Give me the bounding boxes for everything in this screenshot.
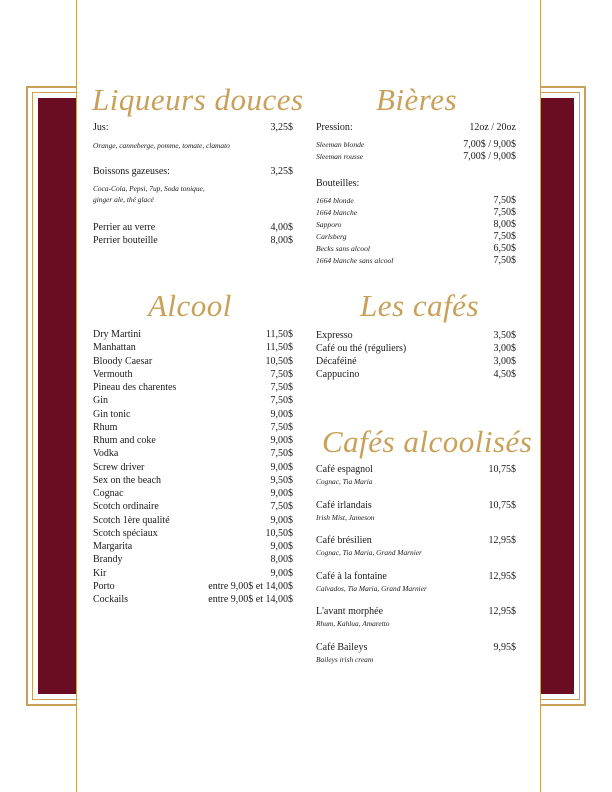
item-name: Carlsberg [316,232,347,241]
item-name: Manhattan [93,342,136,354]
pression-sizes: 12oz / 20oz [469,122,516,133]
list-item [316,195,516,207]
item-price: 4,00$ [270,222,293,233]
item-name: Décaféiné [316,356,357,367]
list-item [93,234,293,247]
item-name: Cockails [93,594,128,605]
right-frame-fill [540,98,574,694]
item-name: Porto [93,580,115,592]
list-item [93,553,293,566]
item-price: 9,00$ [270,541,293,552]
bouteilles-label: Bouteilles: [316,178,360,189]
jus-label: Jus: [93,122,109,133]
item-price: 7,50$ [270,368,293,380]
item-price: 3,00$ [493,356,516,367]
list-item [93,394,293,407]
list-item [93,381,293,394]
list-item [93,500,293,513]
liqueurs-title: Liqueurs douces [92,82,304,117]
item-name: Vermouth [93,368,133,380]
item-price: entre 9,00$ et 14,00$ [208,580,293,592]
item-price: 10,75$ [488,499,516,511]
list-item [316,534,516,547]
item-name: Brandy [93,554,123,566]
list-item [93,514,293,527]
item-name: Bloody Caesar [93,355,153,367]
list-item [316,463,516,476]
item-price: 10,50$ [265,527,293,539]
gaz-desc-1: Coca-Cola, Pepsi, 7up, Soda tonique, [93,184,205,193]
gaz-desc-2: ginger ale, thé glacé [93,195,154,204]
item-name: Perrier au verre [93,222,156,233]
item-desc: Cognac, Tia Maria, Grand Marnier [316,548,422,557]
item-name: Cappucino [316,369,360,380]
item-name: Café à la fontaine [316,570,387,582]
left-border-line [76,0,77,792]
item-price: 9,95$ [493,641,516,653]
item-price: 9,00$ [270,567,293,579]
item-name: Rhum [93,421,118,433]
item-price: 9,00$ [270,488,293,499]
item-name: Café Baileys [316,641,368,653]
list-item [93,593,293,606]
item-name: L'avant morphée [316,606,384,617]
list-item [316,231,516,243]
item-price: 7,50$ [493,207,516,218]
item-name: Rhum and coke [93,435,156,446]
list-item [93,341,293,354]
list-item [316,219,516,231]
item-desc: Cognac, Tia Maria [316,477,373,486]
list-item [93,368,293,381]
cafes-title: Les cafés [360,288,480,323]
item-price: 11,50$ [265,342,293,354]
item-name: Pineau des charentes [93,382,177,393]
item-price: 10,75$ [488,464,516,475]
list-item [316,329,516,342]
item-price: 9,00$ [270,461,293,473]
list-item [316,255,516,267]
list-item [316,355,516,368]
item-price: 8,00$ [493,219,516,230]
item-name: Kir [93,567,107,579]
list-item [93,408,293,421]
item-desc: Irish Mist, Jameson [316,512,375,522]
item-price: 9,00$ [270,408,293,420]
list-item [93,461,293,474]
item-price: 6,50$ [493,243,516,254]
item-price: 9,00$ [270,514,293,526]
item-desc: Baileys irish cream [316,654,374,664]
item-price: 9,50$ [270,474,293,486]
item-price: 7,00$ / 9,00$ [463,139,516,150]
item-name: Perrier bouteille [93,235,158,246]
item-price: 7,00$ / 9,00$ [463,151,516,162]
list-item [93,447,293,460]
gaz-price: 3,25$ [270,166,293,177]
list-item [316,243,516,255]
list-item [316,207,516,219]
item-price: 3,50$ [493,330,516,341]
jus-desc: Orange, canneberge, pomme, tomate, clamato [93,141,230,150]
list-item [93,421,293,434]
item-desc: Calvados, Tia Maria, Grand Marnier [316,583,427,593]
list-item [316,570,516,583]
item-name: Margarita [93,541,133,552]
right-border-line [540,0,541,792]
list-item [93,434,293,447]
pression-row [316,121,516,134]
jus-price: 3,25$ [270,122,293,133]
cafes-alcoolises-title: Cafés alcoolisés [322,424,533,459]
item-price: 7,50$ [493,231,516,242]
item-price: 7,50$ [270,448,293,460]
item-price: 8,00$ [270,235,293,246]
item-price: 7,50$ [493,195,516,206]
item-name: Vodka [93,448,119,460]
bieres-title: Bières [376,82,458,117]
list-item [93,355,293,368]
list-item [93,474,293,487]
item-name: Scotch spéciaux [93,527,158,539]
list-item [93,221,293,234]
item-price: 7,50$ [270,501,293,513]
item-name: Sleeman rousse [316,152,364,161]
item-price: 7,50$ [493,255,516,266]
item-name: Gin tonic [93,408,131,420]
list-item [316,342,516,355]
item-name: 1664 blanche [316,208,358,217]
pression-label: Pression: [316,122,353,133]
item-name: Café espagnol [316,464,373,475]
list-item [93,328,293,341]
item-name: Café irlandais [316,499,372,511]
item-desc: Rhum, Kahlua, Amaretto [316,619,390,628]
item-name: Sapporo [316,220,342,229]
item-price: 12,95$ [488,570,516,582]
list-item [93,540,293,553]
bouteilles-row [316,177,516,190]
gaz-row [93,165,293,178]
jus-row [93,121,293,134]
item-name: Scotch 1ère qualité [93,514,170,526]
item-name: Sex on the beach [93,474,162,486]
item-price: entre 9,00$ et 14,00$ [208,594,293,605]
item-price: 8,00$ [270,554,293,566]
item-price: 3,00$ [493,343,516,354]
item-name: Cognac [93,488,124,499]
item-price: 7,50$ [270,395,293,407]
item-price: 10,50$ [265,355,293,367]
left-frame-fill [38,98,76,694]
list-item [93,527,293,540]
item-price: 7,50$ [270,421,293,433]
list-item [316,641,516,654]
item-price: 4,50$ [493,369,516,380]
item-price: 11,50$ [265,329,293,340]
item-name: Gin [93,395,108,407]
item-name: Screw driver [93,461,145,473]
item-price: 9,00$ [270,435,293,446]
list-item [93,567,293,580]
alcool-title: Alcool [148,288,232,323]
item-name: Café ou thé (réguliers) [316,343,407,354]
gaz-label: Boissons gazeuses: [93,166,170,177]
list-item [316,368,516,381]
list-item [93,487,293,500]
item-name: 1664 blonde [316,196,354,205]
list-item [316,139,516,151]
list-item [316,499,516,512]
item-name: Café brésilien [316,535,372,546]
list-item [316,151,516,163]
item-name: 1664 blanche sans alcool [316,256,394,265]
item-name: Expresso [316,330,353,341]
list-item [93,580,293,593]
item-name: Sleeman blonde [316,140,365,149]
item-price: 12,95$ [488,606,516,617]
item-name: Dry Martini [93,329,142,340]
item-price: 7,50$ [270,382,293,393]
list-item [316,605,516,618]
item-price: 12,95$ [488,535,516,546]
item-name: Becks sans alcool [316,244,370,253]
item-name: Scotch ordinaire [93,501,159,513]
